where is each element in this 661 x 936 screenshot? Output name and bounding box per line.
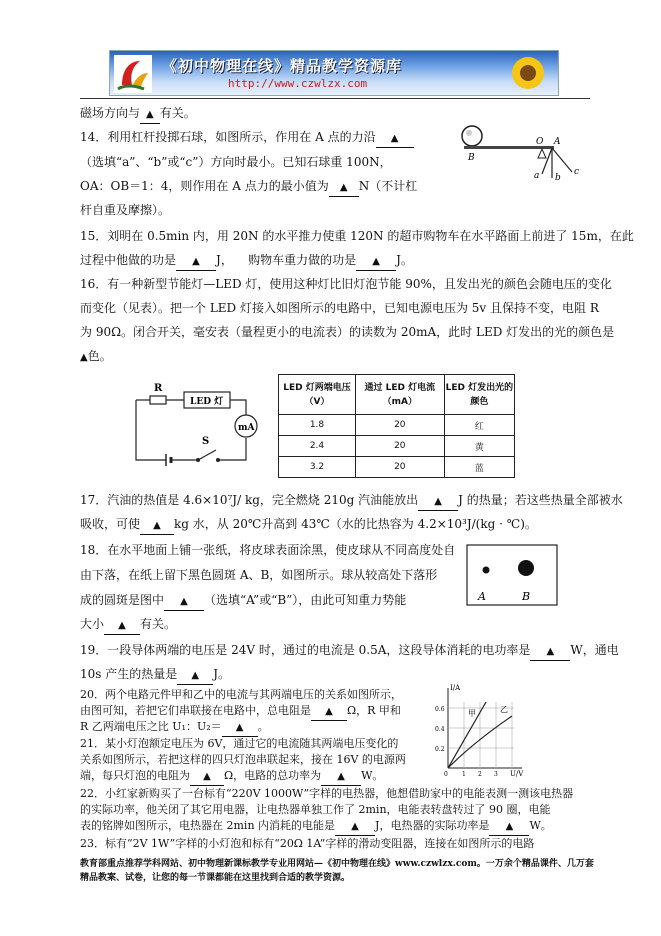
table-cell: 黄 [444, 436, 514, 457]
graph-xlabel: U/V [510, 770, 524, 778]
text-line: 成的圆斑是图中 ▲ （选填“A”或“B”），由此可知重力势能 [80, 592, 406, 611]
question-14: 14．利用杠杆投掷石球，如图所示，作用在 A 点的力沿 ▲ [80, 129, 414, 148]
lever-label-o: O [536, 137, 544, 147]
graph-ylabel: I/A [450, 684, 461, 692]
header-rule [80, 98, 590, 99]
spot-label-b: B [522, 590, 531, 603]
sunflower-icon [506, 53, 550, 95]
table-cell: 20 [355, 457, 444, 478]
x-tick: 0 [444, 771, 448, 778]
text-line: 杆自重及摩擦）。 [80, 203, 171, 217]
lever-label-b: B [468, 153, 475, 163]
text-line: 由图可知，若把它们串联接在电路中，总电阻是 ▲ Ω，R 甲和 [80, 703, 401, 721]
question-20: 20．两个电路元件甲和乙中的电流与其两端电压的关系如图所示， [80, 688, 402, 701]
spot-b [518, 560, 534, 576]
text-line: 的实际功率，他关闭了其它用电器，让电热器单独工作了 2min，电能表转盘转过了 90 圈，电能 [80, 803, 551, 816]
circuit-figure [126, 380, 266, 470]
text-line: 表的铭牌如图所示，电热器在 2min 内消耗的电能是 ▲ J，电热器的实际功率是 ▲ W。 [80, 818, 552, 836]
table-header: LED 灯发出光的颜色 [444, 375, 514, 415]
table-row [279, 415, 515, 436]
text-line: 而变化（见表）。把一个 LED 灯接入如图所示的电路中，已知电源电压为 5v 且保持不变，电阻 R [80, 301, 599, 315]
table-cell: 红 [444, 415, 514, 436]
site-logo-icon [114, 55, 152, 93]
table-header: LED 灯两端电压（V） [279, 375, 356, 415]
banner-title: 《初中物理在线》精品教学资源库 [162, 57, 403, 75]
text-line: 端，每只灯泡的电阻为 ▲ Ω，电路的总功率为 ▲ W。 [80, 768, 383, 786]
question-16: 16．有一种新型节能灯—LED 灯，使用这种灯比旧灯泡节能 90%，且发出光的颜色会随电压的变化 [80, 277, 612, 291]
banner-url[interactable]: http://www.czwlzx.com [228, 77, 368, 90]
milliammeter-label: mA [238, 423, 255, 433]
text-line: 吸收，可使 ▲ kg 水，从 20℃升高到 43℃（水的比热容为 4.2×10³J/(kg · ℃)。 [80, 516, 537, 535]
table-row [279, 436, 515, 457]
table-cell: 2.4 [279, 436, 356, 457]
force-label-a: a [534, 171, 540, 181]
series-label-jia: 甲 [468, 709, 476, 718]
switch-label: S [202, 436, 210, 447]
x-tick: 3 [494, 771, 498, 778]
table-cell: 20 [355, 415, 444, 436]
text-line: ▲色。 [80, 349, 112, 363]
table-cell: 20 [355, 436, 444, 457]
resistor-label: R [154, 383, 163, 394]
text-line: （选填“a”、“b”或“c”）方向时最小。已知石球重 100N， [80, 155, 392, 169]
question-22: 22．小红家新购买了一台标有“220V 1000W”字样的电热器，他想借助家中的电能表测一测该电热器 [80, 787, 574, 800]
led-table [278, 374, 515, 478]
table-header-row [279, 375, 515, 415]
y-tick: 0.2 [435, 746, 445, 753]
question-15: 15．刘明在 0.5min 内，用 20N 的水平推力使重 120N 的超市购物车在水平路面上前进了 15m，在此 [80, 229, 634, 243]
force-label-b: b [555, 173, 561, 182]
y-tick: 0.6 [435, 706, 445, 713]
iu-graph [434, 682, 526, 778]
text-line: 为 90Ω。闭合开关，毫安表（量程更小的电流表）的读数为 20mA，此时 LED 灯发出的光的颜色是 [80, 325, 615, 339]
table-cell: 3.2 [279, 457, 356, 478]
text-line: OA：OB＝1：4，则作用在 A 点力的最小值为 ▲ N（不计杠 [80, 178, 417, 197]
table-header: 通过 LED 灯电流（mA） [355, 375, 444, 415]
text-line: 10s 产生的热量是 ▲ J。 [80, 666, 230, 685]
spots-figure [466, 544, 558, 606]
spot-a [483, 567, 490, 574]
lever-figure [458, 122, 598, 182]
site-banner [109, 50, 559, 96]
page-footer: 教育部重点推荐学科网站、初中物理新课标教学专业用网站—《初中物理在线》www.czwlzx.com。一万余个精品课件、几万套精品教案、试卷，让您的每一节课都能在这里找到合适的教学资源。 [80, 859, 594, 883]
table-row [279, 457, 515, 478]
series-label-yi: 乙 [500, 705, 508, 714]
x-tick: 2 [478, 771, 482, 778]
table-cell: 1.8 [279, 415, 356, 436]
question-17: 17．汽油的热值是 4.6×10⁷J/ kg，完全燃烧 210g 汽油能放出 ▲ J 的热量；若这些热量全部被水 [80, 492, 623, 511]
y-tick: 0.4 [435, 726, 445, 733]
led-label: LED 灯 [190, 397, 224, 407]
text-line: 由下落，在纸上留下黑色圆斑 A、B，如图所示。球从较高处下落形 [80, 568, 438, 582]
text-line: R 乙两端电压之比 U₁：U₂＝ ▲ 。 [80, 719, 269, 737]
question-23: 23．标有“2V 1W”字样的小灯泡和标有“20Ω 1A”字样的滑动变阻器，连接在如图所示的电路 [80, 837, 535, 850]
table-cell: 蓝 [444, 457, 514, 478]
question-18: 18．在水平地面上铺一张纸，将皮球表面涂黑，使皮球从不同高度处自 [80, 543, 456, 557]
spot-label-a: A [478, 590, 486, 603]
text-line: 关系如图所示，若把这样的四只灯泡串联起来，接在 16V 的电源两 [80, 753, 406, 766]
x-tick: 1 [462, 771, 466, 778]
text-line: 磁场方向与 ▲ 有关。 [80, 105, 196, 124]
lever-label-a: A [554, 137, 561, 147]
text-line: 过程中他做的功是 ▲ J， 购物车重力做的功是 ▲ J。 [80, 252, 413, 271]
question-19: 19．一段导体两端的电压是 24V 时，通过的电流是 0.5A，这段导体消耗的电功率是 ▲ W，通电 [80, 642, 619, 661]
text-line: 大小 ▲ 有关。 [80, 616, 176, 635]
question-21: 21．某小灯泡额定电压为 6V，通过它的电流随其两端电压变化的 [80, 737, 399, 750]
force-label-c: c [574, 167, 580, 177]
